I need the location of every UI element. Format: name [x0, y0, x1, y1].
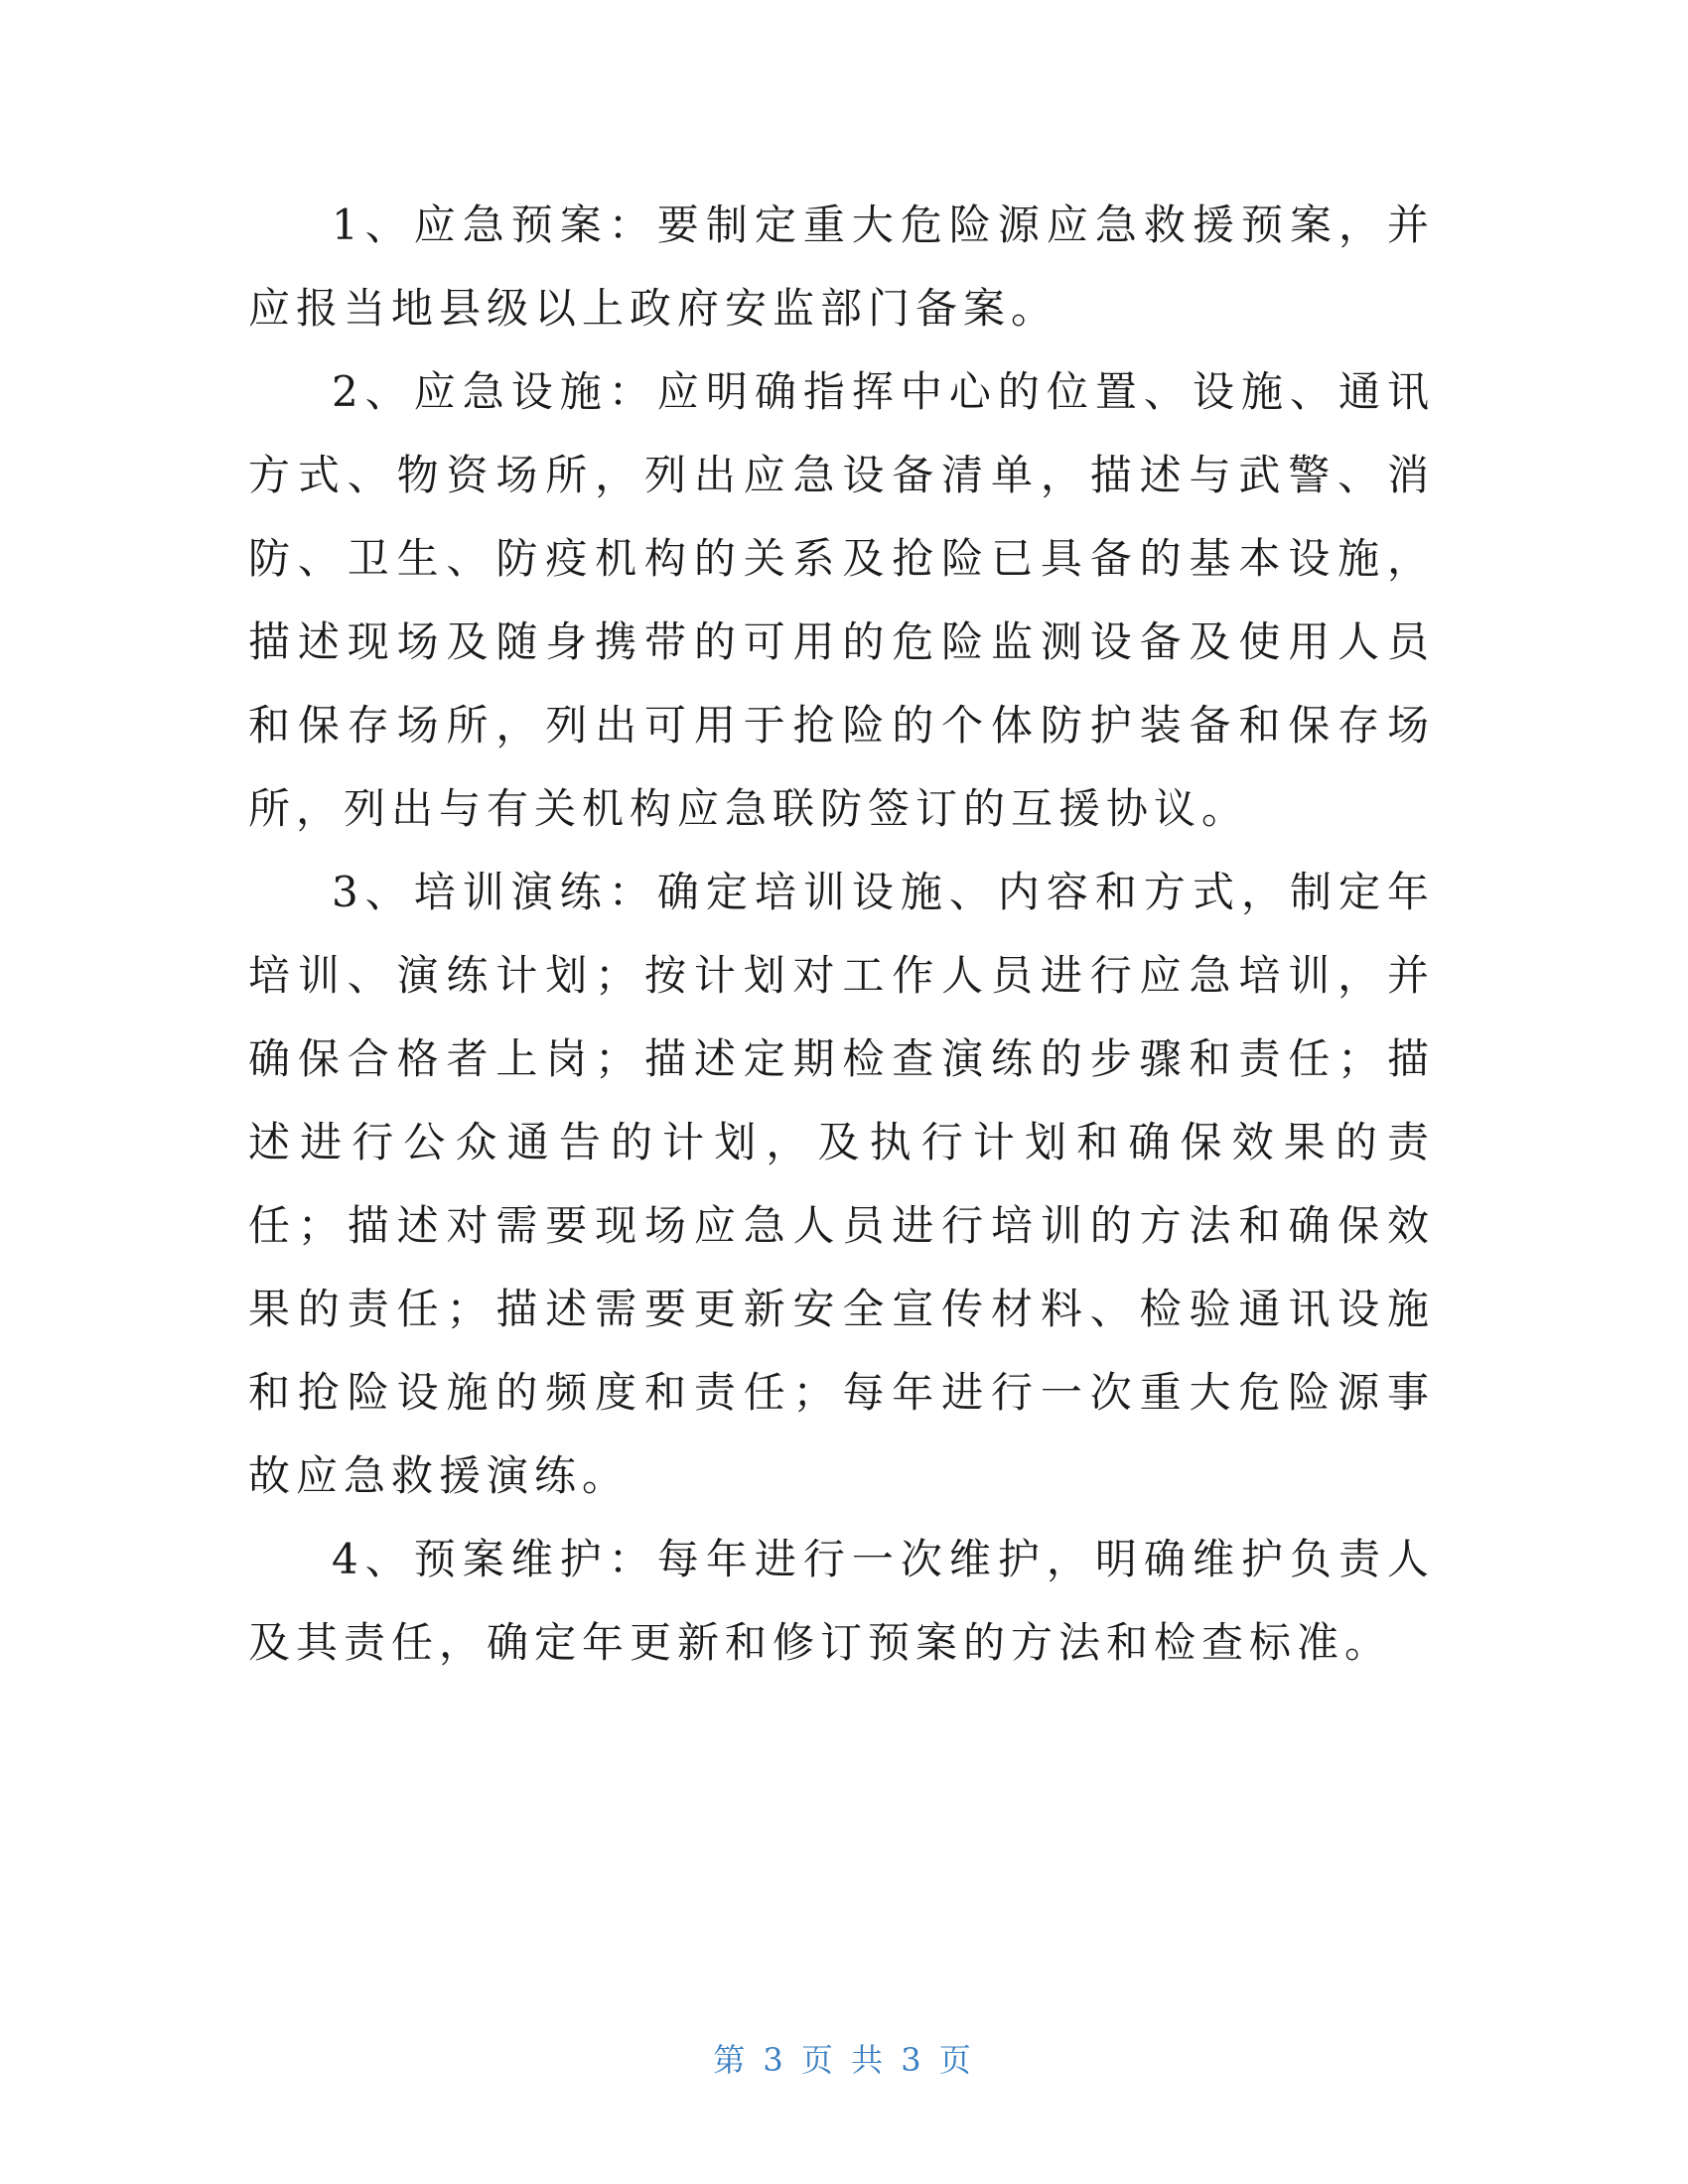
document-body: [248, 184, 1435, 1685]
paragraph-training-drills: 3、培训演练：确定培训设施、内容和方式，制定年培训、演练计划；按计划对工作人员进行应急培训，并确保合格者上岗；描述定期检查演练的步骤和责任；描述进行公众通告的计划，及执行计划和确保效果的责任；描述对需要现场应急人员进行培训的方法和确保效果的责任；描述需要更新安全宣传材料、检验通讯设施和抢险设施的频度和责任；每年进行一次重大危险源事故应急救援演练。: [248, 868, 1435, 1500]
page-number-footer: 第 3 页 共 3 页: [713, 2041, 975, 2079]
paragraph-emergency-facilities: 2、应急设施：应明确指挥中心的位置、设施、通讯方式、物资场所，列出应急设备清单，描述与武警、消防、卫生、防疫机构的关系及抢险已具备的基本设施，描述现场及随身携带的可用的危险监测设备及使用人员和保存场所，列出可用于抢险的个体防护装备和保存场所，列出与有关机构应急联防签订的互援协议。: [248, 367, 1435, 833]
paragraph-emergency-plan: 1、应急预案：要制定重大危险源应急救援预案，并应报当地县级以上政府安监部门备案。: [248, 201, 1435, 333]
paragraph-plan-maintenance: 4、预案维护：每年进行一次维护，明确维护负责人及其责任，确定年更新和修订预案的方法和检查标准。: [248, 1535, 1435, 1667]
